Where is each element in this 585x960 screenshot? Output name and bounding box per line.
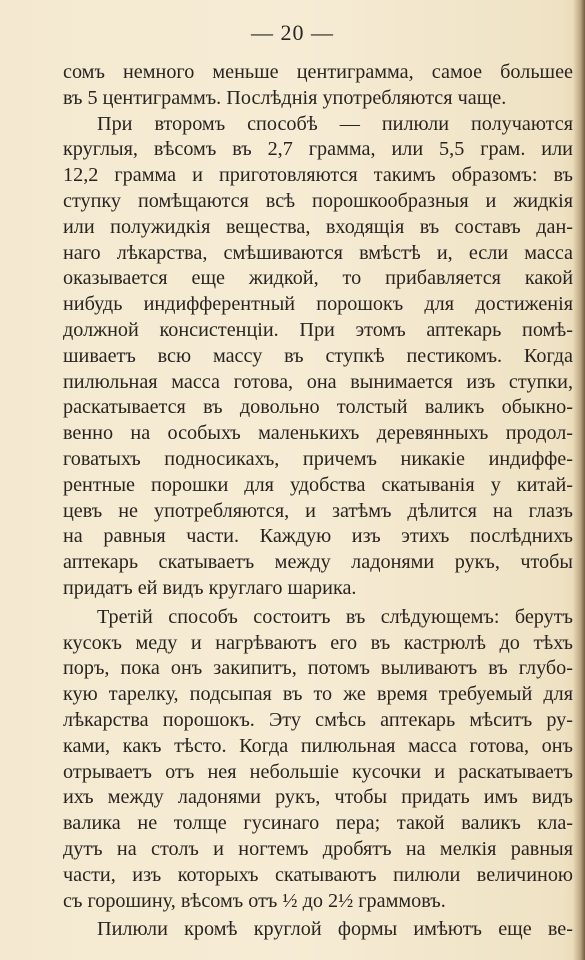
text-line: придатъ ей видъ круглаго шарика. <box>63 576 357 599</box>
text-line: части, изъ которыхъ скатываютъ пилюли величиною <box>63 863 573 886</box>
text-line: ступку помѣщаются всѣ порошкообразныя и жидкія <box>63 189 573 212</box>
text-line: должной консистенціи. При этомъ аптекарь помѣ- <box>63 318 573 341</box>
text-line: въ 5 центиграммъ. Послѣднія употребляются чаще. <box>63 86 507 109</box>
text-line: на равныя части. Каждую изъ этихъ послѣднихъ <box>63 525 573 548</box>
text-line: цевъ не употребляются, и затѣмъ дѣлится на глазъ <box>63 499 573 522</box>
text-line: оказывается еще жидкой, то прибавляется какой <box>63 267 573 290</box>
paragraph-start-line: Третій способъ состоитъ въ слѣдующемъ: берутъ <box>97 605 573 628</box>
paragraph-start-line: Пилюли кромѣ круглой формы имѣютъ еще ве- <box>97 918 573 941</box>
text-line: шиваетъ всю массу въ ступкѣ пестикомъ. Когда <box>63 344 573 367</box>
text-line: пилюльная масса готова, она вынимается изъ ступки, <box>63 370 573 393</box>
text-line: кусокъ меду и нагрѣваютъ его въ кастрюлѣ до тѣхъ <box>63 631 573 654</box>
body-text <box>63 60 573 943</box>
text-line: раскатывается въ довольно толстый валикъ обыкно- <box>63 396 573 419</box>
text-line: 12,2 грамма и приготовляются такимъ образомъ: въ <box>63 164 573 187</box>
text-line: наго лѣкарства, смѣшиваются вмѣстѣ и, если масса <box>63 241 573 264</box>
text-line: говатыхъ подносикахъ, причемъ никакіе индиффе- <box>63 447 573 470</box>
text-line: ихъ между ладонями рукъ, чтобы придать имъ видъ <box>63 786 573 809</box>
text-line: венно на особыхъ маленькихъ деревянныхъ продол- <box>63 422 573 445</box>
text-line: нибудь индифферентный порошокъ для достиженія <box>63 293 573 316</box>
text-line: отрываетъ отъ нея небольшіе кусочки и раскатываетъ <box>63 760 573 783</box>
page-number: — 20 — <box>251 20 334 45</box>
text-line: дутъ на столъ и ногтемъ дробятъ на мелкія равныя <box>63 837 573 860</box>
text-line: сомъ немного меньше центиграмма, самое большее <box>63 61 573 83</box>
text-line: или полужидкія вещества, входящія въ составъ дан- <box>63 215 573 238</box>
text-line: аптекарь скатываетъ между ладонями рукъ, чтобы <box>63 551 573 574</box>
text-line: рентные порошки для удобства скатыванія у китай- <box>63 473 573 496</box>
text-line: круглыя, вѣсомъ въ 2,7 грамма, или 5,5 грам. или <box>63 138 573 161</box>
text-line: валика не толще гусинаго пера; такой валикъ кла- <box>63 812 573 835</box>
text-line: ками, какъ тѣсто. Когда пилюльная масса готова, онъ <box>63 734 573 757</box>
page-edge-shadow <box>573 0 585 960</box>
text-line: съ горошину, вѣсомъ отъ ½ до 2½ граммовъ. <box>63 889 446 912</box>
paragraph-start-line: При второмъ способѣ — пилюли получаются <box>97 112 573 135</box>
text-line: поръ, пока онъ закипитъ, потомъ выливаютъ въ глубо- <box>63 657 573 680</box>
text-line: лѣкарства порошокъ. Эту смѣсь аптекарь мѣситъ ру- <box>63 708 573 731</box>
text-line: кую тарелку, подсыпая въ то же время требуемый для <box>63 683 573 706</box>
